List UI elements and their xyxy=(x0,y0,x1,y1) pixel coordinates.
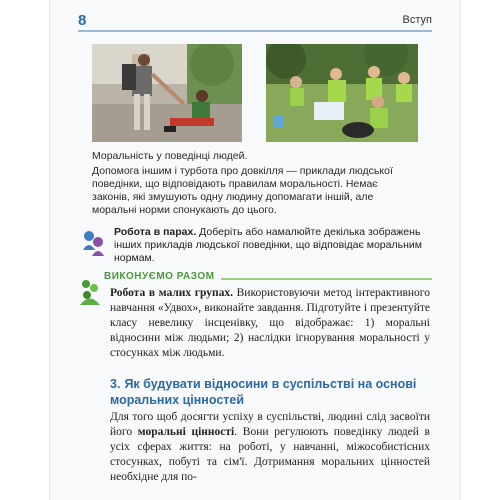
photo-kids-cleaning-park xyxy=(266,44,418,142)
pair-work-icon xyxy=(80,228,106,258)
section-3-text-a: Для того щоб досягти успіху в суспільстві, людині слід засвоїти його xyxy=(110,411,430,438)
group-task xyxy=(110,286,430,361)
page-number: 8 xyxy=(78,12,87,29)
photo-helping-person xyxy=(92,44,242,142)
group-work-icon xyxy=(78,278,102,306)
pair-task xyxy=(114,226,424,265)
section-3-title xyxy=(110,376,440,408)
pair-task-text: Доберіть або намалюйте декілька зображень інших прикладів людської поведінки, що відповідає моральним нормам. xyxy=(114,226,422,264)
pair-task-title: Робота в парах. xyxy=(114,226,197,238)
group-task-title: Робота в малих групах. xyxy=(110,287,233,299)
section-3-body xyxy=(110,410,430,485)
section-3-number: 3. xyxy=(110,377,121,391)
together-label: ВИКОНУЄМО РАЗОМ xyxy=(104,271,221,282)
section-name: Вступ xyxy=(402,14,432,26)
page-header xyxy=(78,12,432,32)
intro-paragraph: Допомога іншим і турбота про довкілля — приклади людської поведінки, що відповідають правилам моральності. Немає законів, які змушують одну людину допомагати іншій, але моральні норми спонукають до цього. xyxy=(92,165,393,216)
together-section-header xyxy=(104,270,432,286)
section-3-heading: Як будувати відносини в суспільстві на основі моральних цінностей xyxy=(110,377,417,407)
textbook-page xyxy=(50,0,460,500)
section-3-text-b: . Вони регулюють поведінку людей в усіх сферах життя: на роботі, у навчанні, міжособистісних стосунках, побуті та сім'ї. Дотримання моральних цінностей необхідне для по- xyxy=(110,426,430,483)
group-task-text: Використовуючи метод інтерактивного навчання «Удвох», виконайте завдання. Підготуйте і презентуйте класу невелику інсценівку, що відображає: 1) моральні відносини між людьми; 2) наслідки ігнорування моральності у стосунках між людьми. xyxy=(110,287,430,359)
photo-caption: Моральність у поведінці людей. xyxy=(92,150,248,162)
section-3-term: моральні цінності xyxy=(137,426,235,438)
